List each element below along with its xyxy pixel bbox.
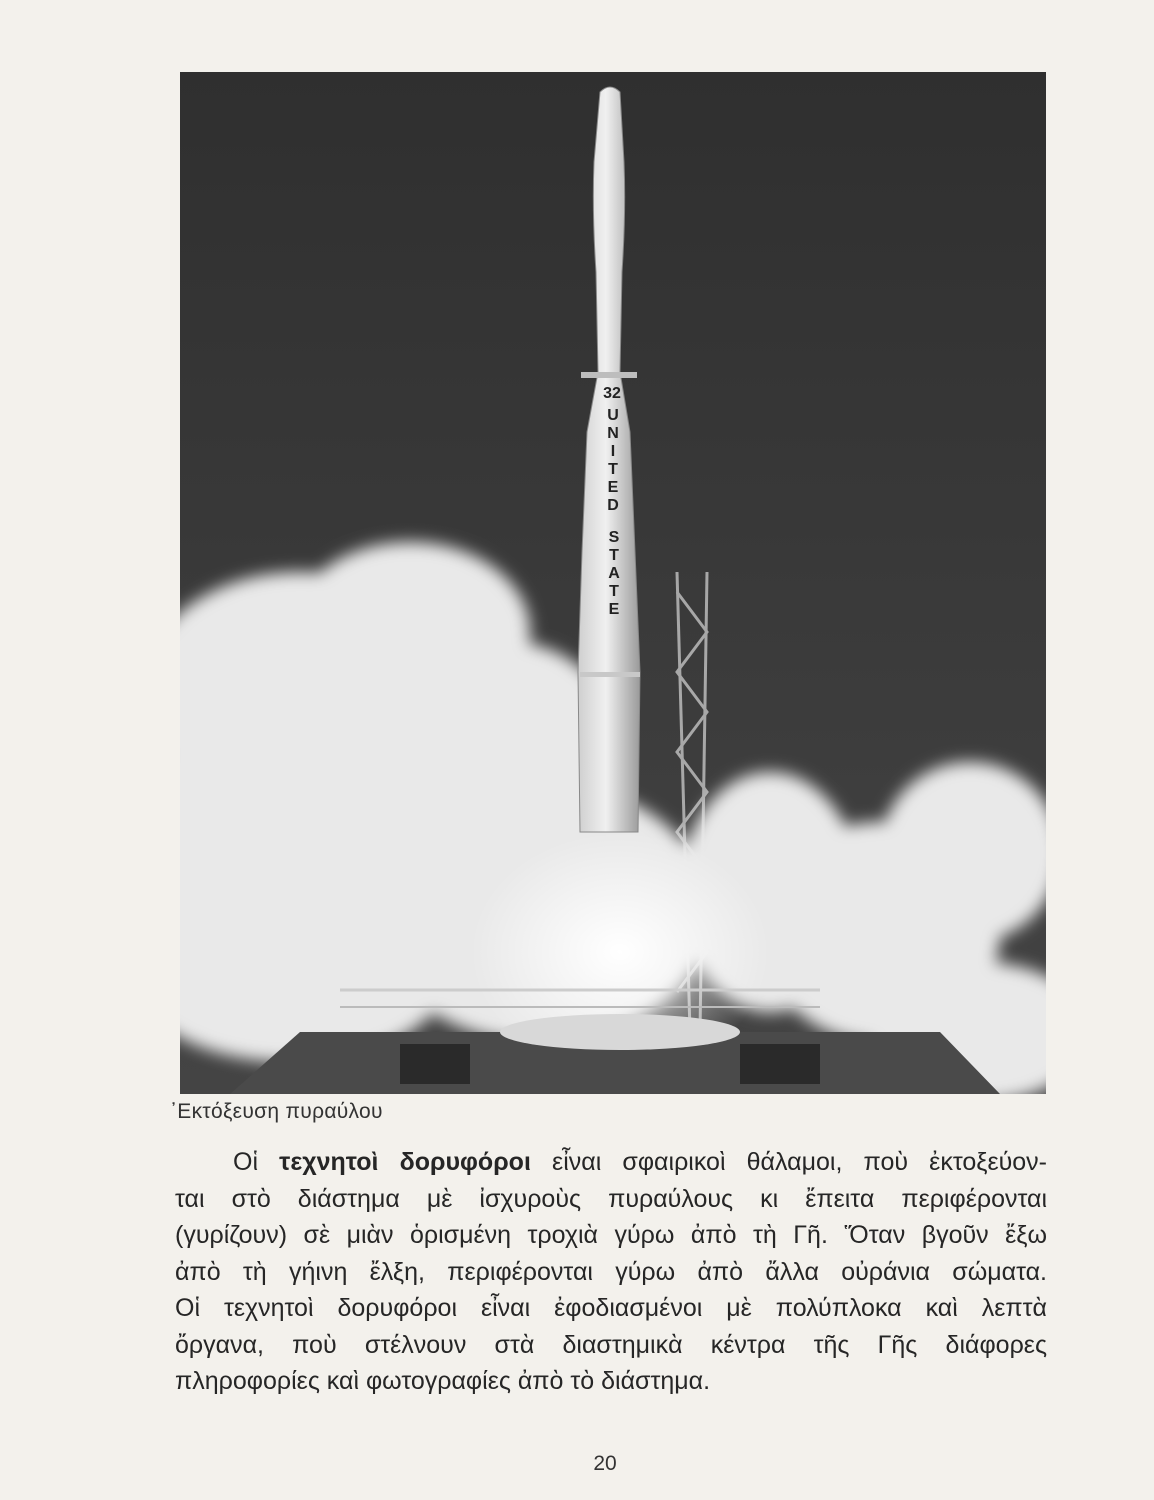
svg-text:E: E bbox=[607, 479, 619, 496]
paragraph-line: ἀπὸ τὴ γήινη ἔλξη, περιφέρονται γύρω ἀπὸ ἄλλα οὐράνια σώματα. bbox=[175, 1257, 1047, 1286]
svg-text:N: N bbox=[607, 425, 619, 442]
svg-text:U: U bbox=[607, 407, 619, 424]
paragraph-line: ται στὸ διάστημα μὲ ἰσχυροὺς πυραύλους κι ἔπειτα περιφέρονται bbox=[175, 1184, 1047, 1213]
svg-text:E: E bbox=[608, 601, 620, 618]
svg-text:T: T bbox=[609, 583, 619, 600]
paragraph-line: πληροφορίες καὶ φωτογραφίες ἀπὸ τὸ διάστημα. bbox=[175, 1367, 711, 1395]
body-paragraph bbox=[175, 1144, 1047, 1400]
paragraph-line: ὄργανα, ποὺ στέλνουν στὰ διαστημικὰ κέντρα τῆς Γῆς διάφορες bbox=[175, 1330, 1047, 1359]
paragraph-line: (γυρίζουν) σὲ μιὰν ὁρισμένη τροχιὰ γύρω ἀπὸ τὴ Γῆ. Ὅταν βγοῦν ἔξω bbox=[175, 1221, 1047, 1249]
paragraph-line: Οἱ τεχνητοὶ δορυφόροι εἶναι ἐφοδιασμένοι μὲ πολύπλοκα καὶ λεπτὰ bbox=[175, 1294, 1047, 1322]
page-number: 20 bbox=[593, 1452, 617, 1475]
photo-caption: ᾿Εκτόξευση πυραύλου bbox=[170, 1100, 383, 1123]
rocket-launch-illustration bbox=[180, 72, 1046, 1094]
rocket-launch-photo bbox=[180, 72, 1046, 1094]
svg-text:32: 32 bbox=[603, 385, 621, 402]
svg-text:T: T bbox=[608, 461, 618, 478]
svg-text:A: A bbox=[608, 565, 620, 582]
bold-term: τεχνητοὶ δορυφόροι bbox=[279, 1148, 531, 1176]
svg-text:S: S bbox=[608, 529, 620, 546]
paragraph-line: Οἱ τεχνητοὶ δορυφόροι εἶναι σφαιρικοὶ θάλαμοι, ποὺ ἐκτοξεύον- bbox=[233, 1148, 1047, 1176]
svg-text:D: D bbox=[607, 497, 619, 514]
svg-text:T: T bbox=[609, 547, 619, 564]
svg-text:I: I bbox=[610, 443, 616, 460]
